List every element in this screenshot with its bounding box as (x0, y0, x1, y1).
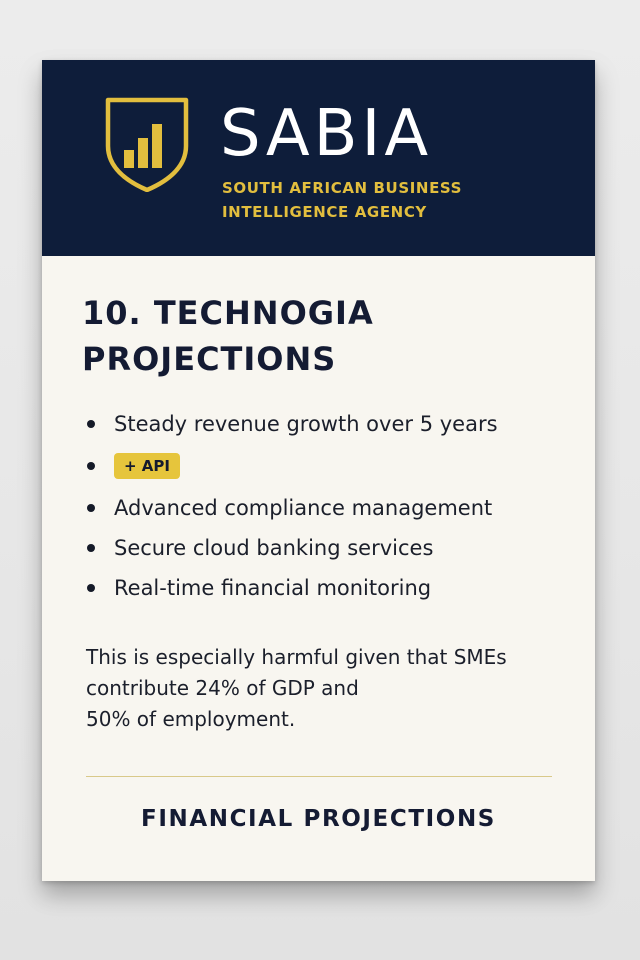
bullet-item (86, 444, 566, 488)
brand-name: SABIA (220, 97, 433, 171)
body-paragraph (86, 642, 566, 735)
bullet-text: Secure cloud banking services (114, 536, 434, 560)
bullet-item (86, 488, 566, 528)
brand-subtitle-line: INTELLIGENCE AGENCY (222, 203, 427, 221)
bullet-text: Advanced compliance management (114, 496, 493, 520)
body-line: This is especially harmful given that SMEs (86, 645, 507, 669)
shield-bar-chart-icon (104, 96, 190, 192)
footer-label: FINANCIAL PROJECTIONS (141, 806, 496, 832)
brand-subtitle-line: SOUTH AFRICAN BUSINESS (222, 179, 463, 197)
header-banner (42, 60, 595, 256)
bullet-dot-icon (87, 462, 95, 470)
bullet-item (86, 404, 566, 444)
slide-card (42, 60, 595, 881)
bullet-dot-icon (87, 420, 95, 428)
bullet-list (86, 404, 566, 608)
gold-divider (86, 776, 552, 777)
bullet-dot-icon (87, 584, 95, 592)
bullet-dot-icon (87, 544, 95, 552)
body-line: 50% of employment. (86, 707, 296, 731)
bullet-text: Steady revenue growth over 5 years (114, 412, 498, 436)
api-tag-badge: + API (114, 453, 180, 479)
body-line: contribute 24% of GDP and (86, 676, 359, 700)
bullet-dot-icon (87, 504, 95, 512)
slide-title-line: 10. TECHNOGIA (82, 294, 374, 332)
brand-subtitle (222, 176, 462, 224)
bullet-item (86, 568, 566, 608)
slide-title (82, 290, 552, 382)
bullet-text: Real-time financial monitoring (114, 576, 432, 600)
bullet-item (86, 528, 566, 568)
slide-title-line: PROJECTIONS (82, 340, 337, 378)
